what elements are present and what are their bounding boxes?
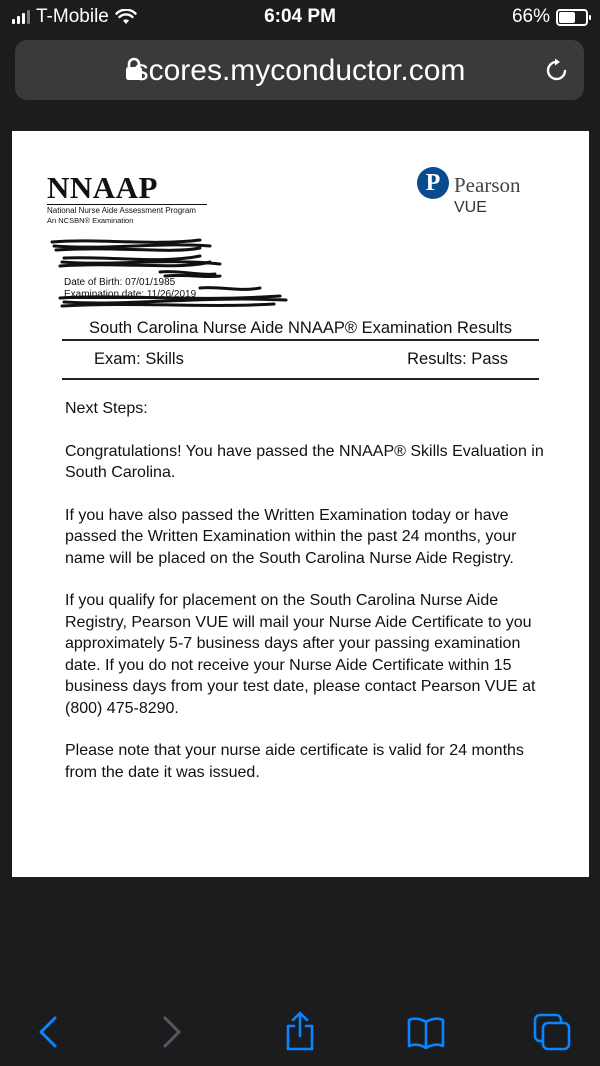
battery-icon xyxy=(556,9,588,26)
pearson-name: Pearson xyxy=(454,173,521,197)
next-steps-section xyxy=(65,398,545,804)
score-report-page xyxy=(12,131,589,877)
exam-label: Exam: Skills xyxy=(94,350,184,368)
tabs-icon[interactable] xyxy=(532,1012,572,1052)
redaction-scribble xyxy=(50,236,290,311)
nnaap-subtitle: National Nurse Aide Assessment Program xyxy=(47,204,207,215)
status-time: 6:04 PM xyxy=(264,6,336,27)
rule-top xyxy=(62,339,539,341)
forward-icon[interactable] xyxy=(160,1014,184,1050)
results-title: South Carolina Nurse Aide NNAAP® Examination Results xyxy=(88,319,513,337)
nnaap-logo xyxy=(47,170,207,225)
paragraph-certificate-mail: If you qualify for placement on the South Carolina Nurse Aide Registry, Pearson VUE will mail your Nurse Aide Certificate to you approximately 5-7 business days after your passing examination date. If you do not receive your Nurse Aide Certificate within 15 business days from your test date, please contact Pearson VUE at (800) 475-8290. xyxy=(65,592,536,717)
candidate-dob: Date of Birth: 07/01/1985 xyxy=(64,277,176,288)
address-bar[interactable] xyxy=(15,40,584,100)
pearson-mark-icon: P xyxy=(417,167,449,199)
pearson-vue: VUE xyxy=(454,199,487,216)
carrier-name: T-Mobile xyxy=(36,6,109,27)
battery-fill xyxy=(559,12,575,23)
paragraph-congratulations: Congratulations! You have passed the NNAAP® Skills Evaluation in South Carolina. xyxy=(65,442,544,481)
result-label: Results: Pass xyxy=(407,350,508,368)
status-bar xyxy=(0,0,600,34)
back-icon[interactable] xyxy=(36,1014,60,1050)
url-text: scores.myconductor.com xyxy=(133,54,466,87)
paragraph-validity: Please note that your nurse aide certificate is valid for 24 months from the date it was issued. xyxy=(65,742,524,781)
browser-toolbar xyxy=(0,996,600,1066)
status-right xyxy=(512,6,588,28)
nnaap-tagline: An NCSBN® Examination xyxy=(47,216,134,225)
paragraph-written-exam: If you have also passed the Written Examination today or have passed the Written Examination within the past 24 months, your name will be placed on the South Carolina Nurse Aide Registry. xyxy=(65,506,517,567)
next-steps-heading: Next Steps: xyxy=(65,400,148,417)
rule-bottom xyxy=(62,378,539,380)
candidate-exam-date: Examination date: 11/26/2019 xyxy=(64,289,197,300)
reload-icon[interactable] xyxy=(544,57,570,83)
share-icon[interactable] xyxy=(282,1010,318,1052)
bookmarks-icon[interactable] xyxy=(406,1014,446,1050)
nnaap-title: NNAAP xyxy=(47,170,158,205)
battery-percent: 66% xyxy=(511,6,550,27)
